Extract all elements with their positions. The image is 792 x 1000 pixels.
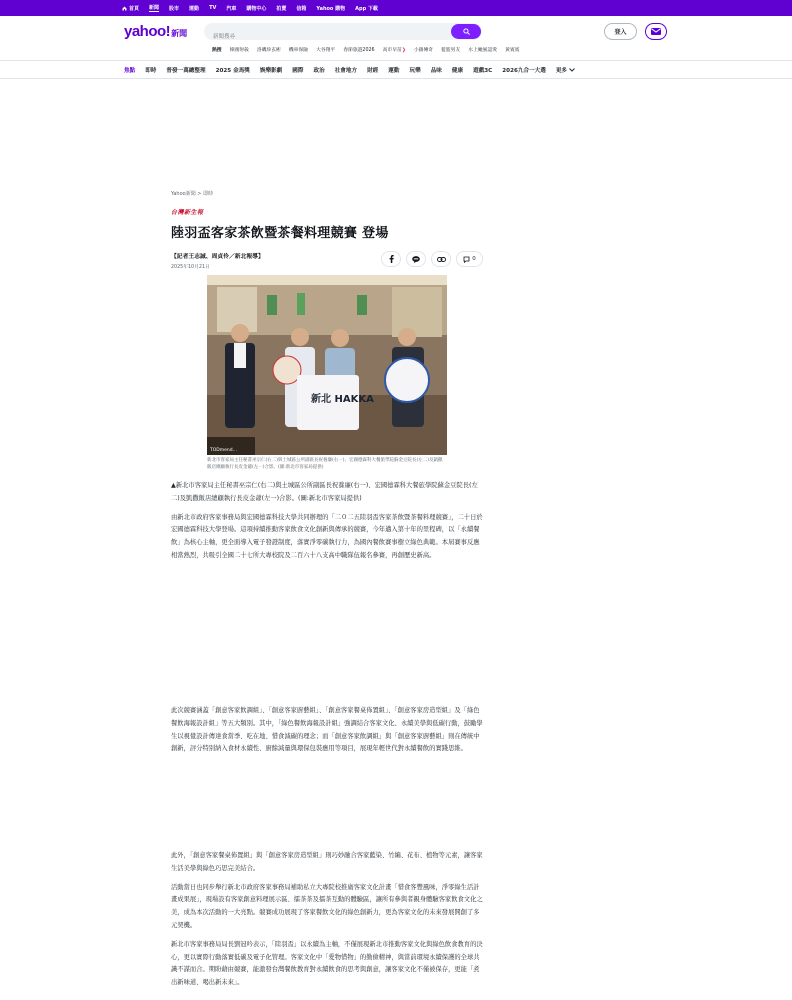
nav-item-international[interactable]: 國際 [292, 67, 304, 74]
topbar-link-label: App 下載 [355, 5, 378, 12]
photo-credit: TODmend... [210, 448, 237, 453]
nav-more-button[interactable] [556, 66, 575, 74]
nav-item-sports[interactable]: 運動 [388, 67, 400, 74]
topbar-link-mail[interactable] [296, 5, 306, 12]
article-author: 【記者王志誠、周貞伶／新北報導】 [171, 254, 264, 260]
copy-link-button[interactable] [431, 251, 451, 267]
article-paragraph: 活動當日也同步舉行新北市政府客家事務局補助私立大專院校推廣客家文化計畫「惜食客豐風味，淨零綠生活計畫成果展」，現場設有客家創意料理展示區、擂茶茶及擂茶互動的體驗區，讓所有參與者親身體驗客家飲食文化之美，成為本次活動的一大亮點。競賽成功展現了客家餐飲文化的綠色創新力，更為客家文化的未來發展開創了多元契機。 [171, 883, 483, 929]
article-paragraph: ▲新北市客家局主任秘書巫宗仁(右二)與土城區公所副區長祝養廉(右一)、宏國德霖科大餐旅學院蘇金豆院長(左二)及凱撒飯店總顧執行長皮金爺(左一)合影。(圖:新北市客家局提供) [171, 482, 478, 502]
topbar-link-label: 運動 [189, 5, 200, 12]
nav-item-politics[interactable]: 政治 [313, 67, 325, 74]
trending-item[interactable]: 洛磯珍玄彬 [256, 48, 281, 53]
topbar-link-auction[interactable] [276, 5, 286, 12]
share-facebook-button[interactable] [381, 251, 401, 267]
topbar-link-stocks[interactable] [169, 5, 179, 12]
topbar-link-label: 拍賣 [276, 5, 287, 12]
breadcrumb: Yahoo新聞 > 即時 [171, 191, 214, 197]
photo-banner-text: 新北 HAKKA [311, 394, 374, 405]
trending-item[interactable]: 韓國射殺 [229, 48, 249, 53]
search-button[interactable] [451, 24, 481, 39]
article-body-part-1 [171, 480, 483, 569]
article-body-part-3 [171, 850, 483, 996]
trending-searches [212, 46, 519, 53]
article-photo-image [207, 275, 447, 455]
nav-item-games[interactable]: 遊戲3C [473, 67, 493, 74]
nav-item-election[interactable]: 2026九合一大選 [502, 67, 546, 74]
article-body-part-2 [171, 705, 483, 762]
article-date: 2025年10月21日 [171, 265, 210, 270]
login-button[interactable]: 登入 [604, 23, 637, 40]
nav-item-focus[interactable]: 焦點 [124, 67, 136, 74]
share-line-button[interactable] [406, 251, 426, 267]
link-icon [437, 257, 446, 262]
topbar-link-home[interactable] [122, 5, 139, 12]
nav-item-health[interactable]: 健康 [451, 67, 464, 74]
logo-sub: 新聞 [171, 29, 188, 38]
trending-title: 熱搜 [212, 48, 222, 53]
nav-item-entertainment[interactable]: 娛樂影劇 [259, 67, 283, 74]
trending-item[interactable]: 春節旅遊2026 [343, 48, 375, 53]
category-nav [0, 60, 792, 79]
topbar-link-label: TV [209, 5, 217, 11]
topbar-link-news[interactable] [149, 4, 159, 12]
yahoo-news-logo[interactable] [124, 23, 187, 40]
article-paragraph: 新北市客家事務局局長劉冠吟表示，「陸羽盃」以永續為主軸，不僅展現新北市推動客家文化與綠色飲食教育的決心，更以實際行動落實低碳及電子化管理。客家文化中「愛物惜物」的勤儉精神，與當前環境永續保護的全球共識不謀而合。期盼藉由競賽，能激發台灣餐飲教育對永續飲食的思考與創意，讓客家文化不僅被保存，更能「煮出新味道、喝出新未來」。 [171, 940, 483, 987]
topbar-link-label: 新聞 [149, 5, 160, 11]
article-paragraph: 由新北市政府客家事務局與宏國德霖科技大學共同辦理的「二０二五陸羽盃客家茶飲暨茶餐料理競賽」，二十日於宏國德霖科技大學登場。這項持續推動客家飲食文化創新與傳承的競賽，今年邁入第十年的里程碑，以「永續餐飲」為核心主軸，更全面導入電子發證制度，落實淨零碳執行力，為國內餐飲賽事樹立綠色典範。本屆賽事反應相當熱烈，共吸引全國二十七所大專校院及二百六十八支高中職隊伍報名參賽，再創歷史新高。 [171, 513, 483, 559]
topbar-link-app[interactable] [355, 5, 378, 12]
mail-button[interactable] [645, 23, 667, 40]
trending-item[interactable]: 機車保險 [288, 48, 309, 53]
article [171, 190, 483, 987]
trending-item[interactable]: 大谷翔平 [316, 48, 336, 53]
topbar-link-shopping[interactable] [316, 5, 345, 12]
article-title: 陸羽盃客家茶飲暨茶餐料理競賽 登場 [171, 226, 389, 241]
share-bar [381, 251, 483, 267]
trending-item[interactable]: 黃賓賓 [505, 48, 520, 53]
trending-item-label: 高市早苗 [382, 48, 402, 53]
nav-item-society[interactable]: 社會地方 [334, 67, 358, 74]
topbar-link-label: 首頁 [129, 5, 140, 12]
topbar-link-tv[interactable] [209, 5, 216, 11]
topbar-link-sports[interactable] [189, 5, 199, 12]
nav-item-finance[interactable]: 財經 [367, 67, 379, 74]
nav-item-latest[interactable]: 即時 [145, 67, 157, 74]
topbar-link-label: 汽車 [226, 5, 237, 12]
comments-button[interactable] [456, 251, 483, 267]
comment-icon [463, 256, 470, 263]
source-logo[interactable]: 台灣新生報 [171, 209, 204, 216]
topbar-link-mall[interactable] [246, 5, 266, 12]
nav-item-travel[interactable]: 玩樂 [409, 67, 421, 74]
article-figure [207, 275, 447, 472]
topbar-link-label: 購物中心 [246, 5, 267, 12]
search-icon [463, 28, 470, 35]
line-icon [412, 256, 420, 263]
home-icon [122, 6, 127, 11]
trending-item[interactable]: 水上颱風認愛 [468, 48, 498, 53]
trending-item[interactable]: 小鎮傳奇 [413, 48, 434, 53]
trending-item[interactable]: 籃籃男友 [441, 48, 461, 53]
mail-icon [651, 28, 661, 35]
nav-item-stimulus[interactable]: 普發一萬總整理 [166, 67, 206, 74]
fire-icon: ❯ [401, 48, 406, 53]
search-input[interactable] [204, 29, 444, 46]
article-paragraph: 此次競賽涵蓋「創意客家飲調組」、「創意客家廚藝組」、「創意客家餐桌佈置組」、「創意客家房造型組」及「綠色餐飲海報設計組」等五大類別。其中，「綠色餐飲海報設計組」強調結合客家文化、永續美學與低碳行動，鼓勵學生以視覺設計傳達食當季、吃在地、惜食減碳的理念；而「創意客家飲調組」與「創意客家廚藝組」則在傳統中創新，評分特別納入食材永續性、廚餘減量與環保包裝應用等項目，展現年輕世代對永續餐飲的實踐思維。 [171, 707, 483, 753]
article-photo[interactable] [207, 275, 447, 455]
nav-more-label: 更多 [555, 67, 568, 74]
chevron-down-icon [569, 68, 575, 72]
comments-count: 0 [472, 256, 476, 262]
site-header [0, 16, 792, 60]
byline [171, 251, 483, 271]
topbar-link-autos[interactable] [226, 5, 236, 12]
nav-item-golden-horse[interactable]: 2025 金馬獎 [215, 67, 250, 74]
logo-main: yahoo! [124, 23, 171, 40]
topbar-link-label: 股市 [169, 5, 180, 12]
search-bar [204, 23, 482, 40]
topbar-link-label: 信箱 [296, 5, 307, 12]
top-bar [0, 0, 792, 16]
trending-item-hot[interactable] [383, 46, 406, 53]
article-paragraph: 此外，「創意客家餐桌佈置組」與「創意客家房造型組」則巧妙融合客家藍染、竹編、花布、植物等元素，讓客家生活美學與綠色巧思完美結合。 [171, 852, 483, 872]
facebook-icon [389, 255, 394, 263]
photo-caption: 新北市客家局主任秘書巫宗仁(右二)與土城區公所副區長祝養廉(右一)、宏國德霖科大餐旅學院蘇金豆院長(左二)及凱撒飯店總顧執行長皮金爺(左一)合影。(圖:新北市客家局提供) [207, 458, 443, 470]
topbar-link-label: Yahoo 購物 [316, 5, 346, 12]
nav-item-lifestyle[interactable]: 品味 [430, 67, 442, 74]
